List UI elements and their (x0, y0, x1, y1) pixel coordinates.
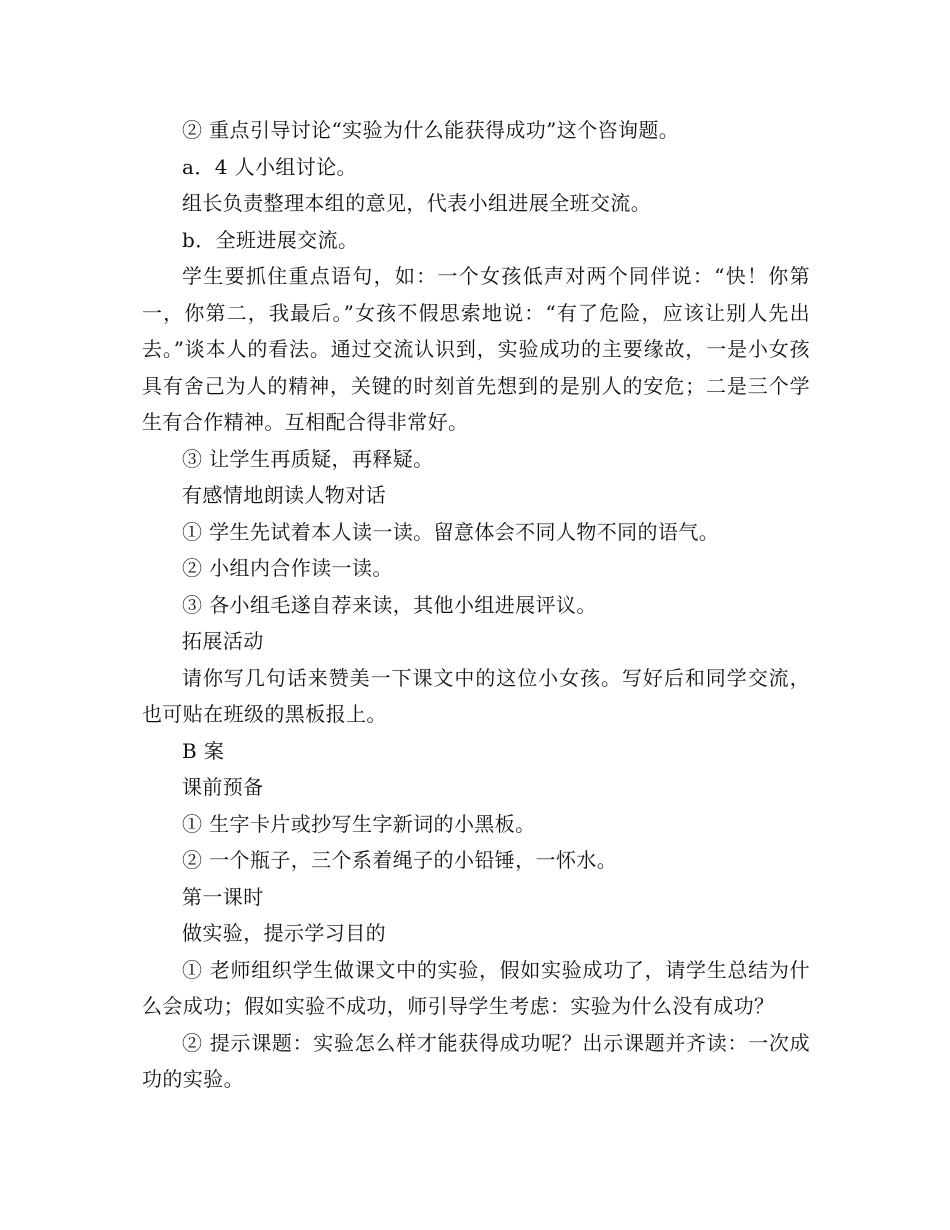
paragraph-4: b．全班进展交流。 (182, 227, 359, 252)
paragraph-6: ③ 让学生再质疑，再释疑。 (182, 446, 434, 471)
paragraph-13: B 案 (182, 738, 225, 763)
paragraph-8: ① 学生先试着本人读一读。留意体会不同人物不同的语气。 (182, 519, 720, 544)
paragraph-12: 请你写几句话来赞美一下课文中的这位小女孩。写好后和同学交流，也可贴在班级的黑板报上。 (142, 665, 810, 726)
paragraph-17: 第一课时 (182, 884, 264, 909)
paragraph-9: ② 小组内合作读一读。 (182, 556, 393, 580)
document-body (142, 112, 810, 1098)
paragraph-20: ② 提示课题：实验怎么样才能获得成功呢？出示课题并齐读：一次成功的实验。 (142, 1030, 810, 1091)
paragraph-15: ① 生字卡片或抄写生字新词的小黑板。 (182, 811, 536, 836)
paragraph-10: ③ 各小组毛遂自荐来读，其他小组进展评议。 (182, 592, 597, 617)
paragraph-3: 组长负责整理本组的意见，代表小组进展全班交流。 (182, 191, 652, 215)
paragraph-19: ① 老师组织学生做课文中的实验，假如实验成功了，请学生总结为什么会成功；假如实验不成功，师引导学生考虑：实验为什么没有成功？ (142, 957, 810, 1018)
paragraph-1: ② 重点引导讨论“实验为什么能获得成功”这个咨询题。 (182, 118, 680, 142)
paragraph-2: a．4 人小组讨论。 (182, 154, 358, 179)
paragraph-5: 学生要抓住重点语句，如：一个女孩低声对两个同伴说：“快！你第一，你第二，我最后。”女孩不假思索地说：“有了危险，应该让别人先出去。”谈本人的看法。通过交流认识到，实验成功的主要缘故，一是小女孩具有舍己为人的精神，关键的时刻首先想到的是别人的安危；二是三个学生有合作精神。互相配合得非常好。 (142, 264, 810, 434)
paragraph-7: 有感情地朗读人物对话 (182, 483, 386, 507)
paragraph-11: 拓展活动 (182, 629, 264, 653)
paragraph-16: ② 一个瓶子，三个系着绳子的小铅锤，一怀水。 (182, 848, 618, 872)
paragraph-14: 课前预备 (182, 775, 264, 799)
paragraph-18: 做实验，提示学习目的 (182, 921, 386, 945)
